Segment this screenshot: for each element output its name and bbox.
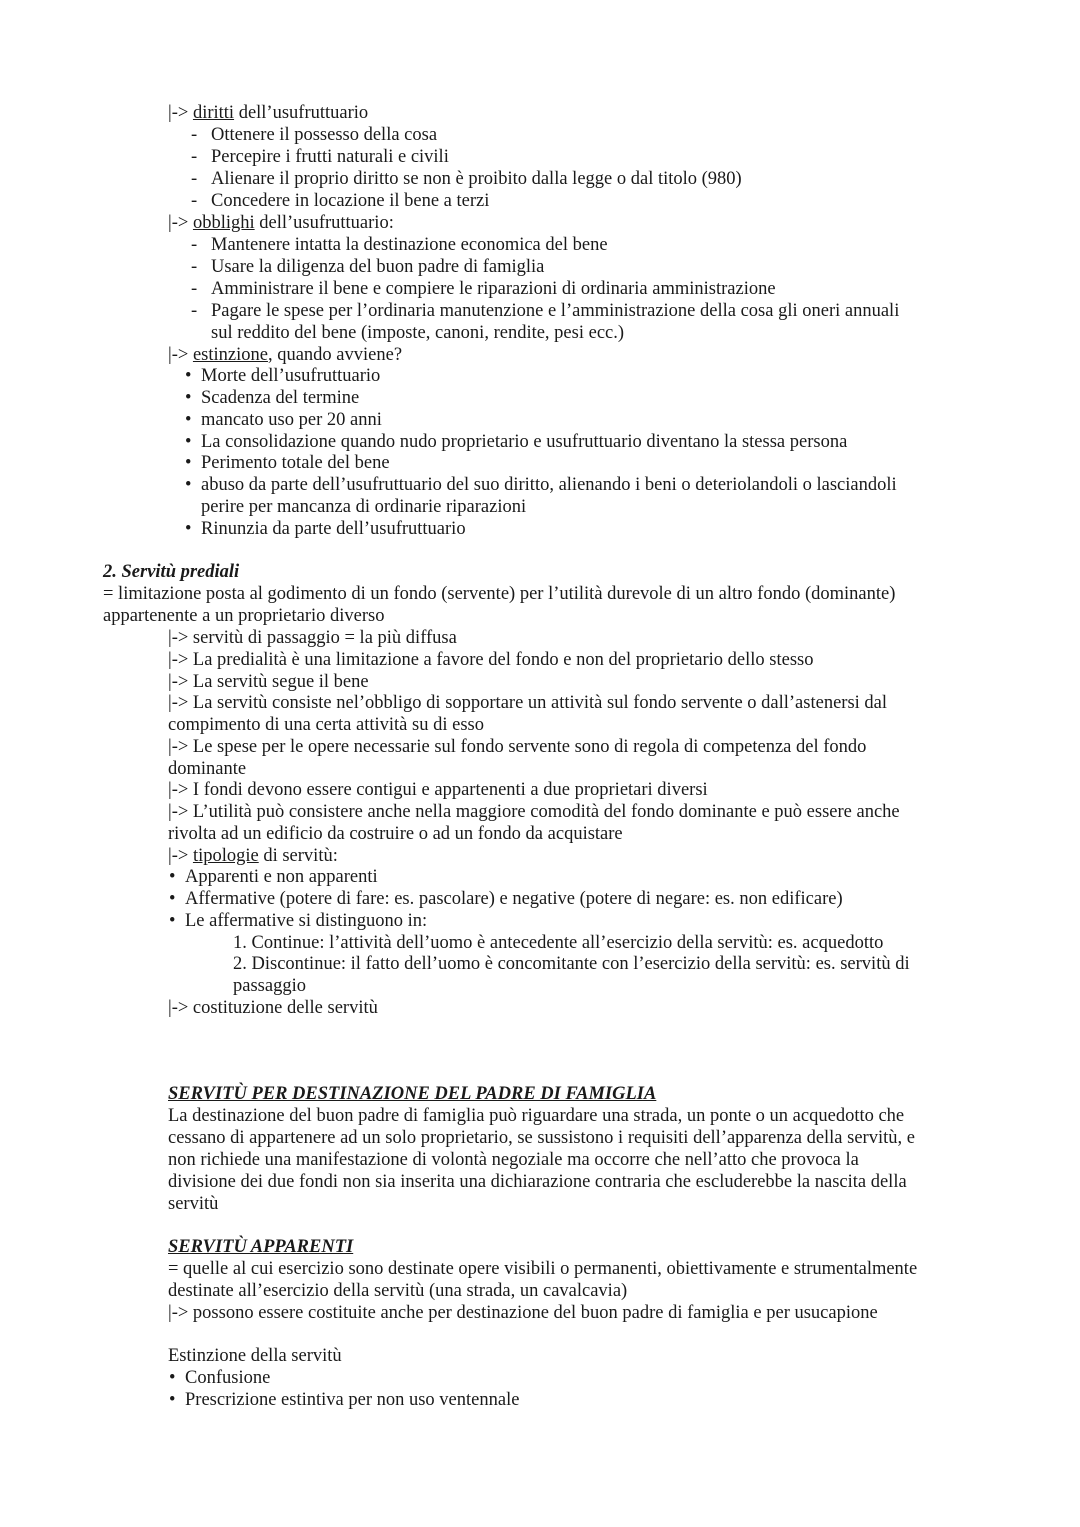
diritti-item: - Alienare il proprio diritto se non è proibito dalla legge o dal titolo (980): [211, 168, 742, 190]
apparenti-title: SERVITÙ APPARENTI: [168, 1237, 354, 1257]
estinzione-item: • mancato uso per 20 anni: [201, 409, 382, 431]
tipologie-rest: di servitù:: [258, 846, 338, 866]
destinazione-line: non richiede una manifestazione di volontà negoziale ma occorre che nell’atto che provoca la: [168, 1150, 859, 1170]
estinzione-item: • Morte dell’usufruttuario: [201, 365, 380, 387]
arrow-prefix: |->: [168, 213, 193, 233]
estinzione-servitu-title: Estinzione della servitù: [168, 1346, 342, 1366]
destinazione-line: La destinazione del buon padre di famiglia può riguardare una strada, un ponte o un acquedotto che: [168, 1106, 905, 1126]
estinzione-item: • Scadenza del termine: [201, 387, 359, 409]
arrow-prefix: |->: [168, 345, 193, 365]
destinazione-title: SERVITÙ PER DESTINAZIONE DEL PADRE DI FAMIGLIA: [168, 1084, 657, 1104]
diritti-item: - Percepire i frutti naturali e civili: [211, 146, 449, 168]
estinzione-item: • Rinunzia da parte dell’usufruttuario: [201, 518, 466, 540]
servitu-line: compimento di una certa attività su di esso: [168, 715, 484, 735]
diritti-item: - Concedere in locazione il bene a terzi: [211, 190, 489, 212]
estinzione-servitu-item: • Confusione: [185, 1367, 270, 1389]
obblighi-item-continuation: sul reddito del bene (imposte, canoni, rendite, pesi ecc.): [211, 323, 625, 343]
tipologie-numbered-item: 1. Continue: l’attività dell’uomo è antecedente all’esercizio della servitù: es. acquedotto: [233, 933, 884, 953]
diritti-heading: [168, 102, 368, 124]
destinazione-line: cessano di appartenere ad un solo proprietario, se sussistono i requisiti dell’apparenza della servitù, e: [168, 1128, 915, 1148]
servitu-line: |-> I fondi devono essere contigui e appartenenti a due proprietari diversi: [168, 780, 708, 800]
tipologie-item: • Le affermative si distinguono in:: [185, 910, 427, 932]
servitu-definition-continuation: appartenente a un proprietario diverso: [103, 606, 385, 626]
arrow-prefix: |->: [168, 846, 193, 866]
servitu-prediali-title: 2. Servitù prediali: [103, 562, 240, 582]
apparenti-line: destinate all’esercizio della servitù (una strada, un cavalcavia): [168, 1281, 628, 1301]
servitu-line: dominante: [168, 759, 247, 779]
servitu-definition: = limitazione posta al godimento di un fondo (servente) per l’utilità durevole di un altro fondo (dominante): [103, 584, 896, 604]
obblighi-heading: [168, 212, 394, 234]
costituzione-line: |-> costituzione delle servitù: [168, 998, 378, 1018]
estinzione-item: • abuso da parte dell’usufruttuario del suo diritto, alienando i beni o deteriolandoli o lasciandoli: [201, 474, 897, 496]
apparenti-line: |-> possono essere costituite anche per destinazione del buon padre di famiglia e per usucapione: [168, 1303, 878, 1323]
servitu-line: |-> servitù di passaggio = la più diffusa: [168, 628, 457, 648]
obblighi-label: obblighi: [192, 213, 255, 233]
servitu-line: |-> La predialità è una limitazione a favore del fondo e non del proprietario dello stesso: [168, 650, 814, 670]
tipologie-item: • Affermative (potere di fare: es. pascolare) e negative (potere di negare: es. non edificare): [185, 888, 843, 910]
obblighi-item: - Amministrare il bene e compiere le riparazioni di ordinaria amministrazione: [211, 278, 776, 300]
servitu-line: |-> L’utilità può consistere anche nella maggiore comodità del fondo dominante e può essere anche: [168, 802, 900, 822]
estinzione-item: • Perimento totale del bene: [201, 452, 390, 474]
diritti-rest: dell’usufruttuario: [234, 103, 369, 123]
obblighi-item: - Mantenere intatta la destinazione economica del bene: [211, 234, 608, 256]
obblighi-item: - Pagare le spese per l’ordinaria manutenzione e l’amministrazione della cosa gli oneri annuali: [211, 300, 899, 322]
servitu-line: |-> La servitù consiste nel’obbligo di sopportare un attività sul fondo servente o dall’astenersi dal: [168, 693, 888, 713]
servitu-line: rivolta ad un edificio da costruire o ad un fondo da acquistare: [168, 824, 623, 844]
estinzione-item-continuation: perire per mancanza di ordinarie riparazioni: [201, 497, 527, 517]
tipologie-heading: [168, 845, 338, 867]
diritti-label: diritti: [192, 103, 235, 123]
apparenti-line: = quelle al cui esercizio sono destinate opere visibili o permanenti, obiettivamente e strumentalmente: [168, 1259, 918, 1279]
estinzione-label: estinzione: [192, 345, 268, 365]
tipologie-label: tipologie: [192, 846, 259, 866]
obblighi-item: - Usare la diligenza del buon padre di famiglia: [211, 256, 544, 278]
tipologie-numbered-item: 2. Discontinue: il fatto dell’uomo è concomitante con l’esercizio della servitù: es. servitù di: [233, 954, 910, 974]
estinzione-rest: , quando avviene?: [267, 345, 403, 365]
servitu-line: |-> Le spese per le opere necessarie sul fondo servente sono di regola di competenza del fondo: [168, 737, 867, 757]
destinazione-line: servitù: [168, 1194, 219, 1214]
tipologie-numbered-continuation: passaggio: [233, 976, 306, 996]
servitu-line: |-> La servitù segue il bene: [168, 672, 369, 692]
estinzione-servitu-item: • Prescrizione estintiva per non uso ventennale: [185, 1389, 519, 1411]
destinazione-line: divisione dei due fondi non sia inserita una dichiarazione contraria che escluderebbe la nascita della: [168, 1172, 907, 1192]
arrow-prefix: |->: [168, 103, 193, 123]
obblighi-rest: dell’usufruttuario:: [254, 213, 394, 233]
tipologie-item: • Apparenti e non apparenti: [185, 866, 378, 888]
estinzione-item: • La consolidazione quando nudo proprietario e usufruttuario diventano la stessa persona: [201, 431, 847, 453]
diritti-item: - Ottenere il possesso della cosa: [211, 124, 437, 146]
estinzione-heading: [168, 344, 402, 366]
